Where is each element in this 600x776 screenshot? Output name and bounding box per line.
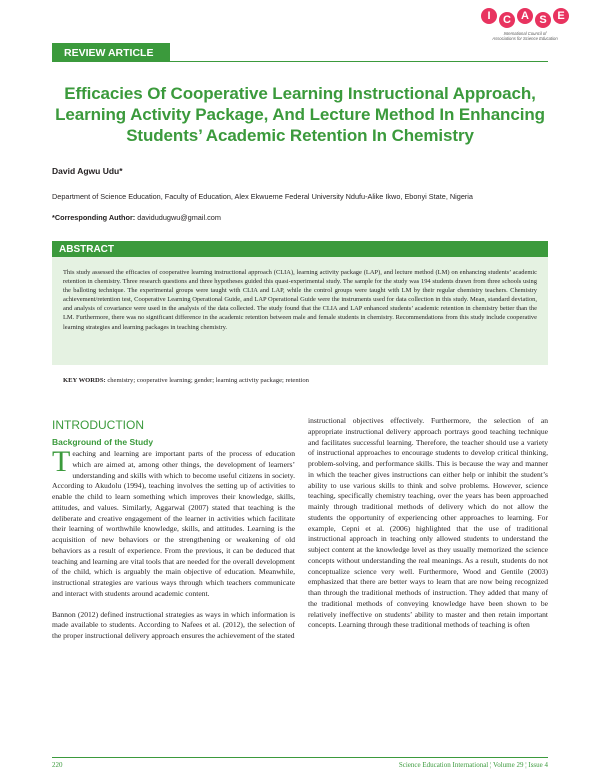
logo-letter: A — [517, 8, 533, 24]
keywords — [63, 377, 537, 384]
logo-letter: I — [481, 8, 497, 24]
icase-logo — [480, 8, 570, 50]
body-left-column — [52, 445, 295, 652]
body-right-column — [308, 416, 548, 631]
journal-citation — [399, 761, 548, 769]
journal-name: Science Education International — [398, 761, 489, 769]
abstract-heading: ABSTRACT — [52, 241, 548, 257]
dropcap-letter: T — [52, 445, 71, 478]
article-title: Efficacies Of Cooperative Learning Instructional Approach, Learning Activity Package, And Lecture Method In Enhancing Students’ Academic Retention In Chemistry — [55, 84, 545, 145]
author-name: David Agwu Udu* — [52, 166, 123, 176]
body-paragraph — [52, 445, 295, 600]
corresponding-label: *Corresponding Author: — [52, 213, 136, 222]
logo-letters — [480, 8, 570, 28]
abstract-text: This study assessed the efficacies of cooperative learning instructional approach (CLIA), learning activity package (LAP), and lecture method (LM) on enhancing students’ academic retention in chemistry. Three research questions and three hypotheses guided this quasi-experimental study. The sample for the study was 194 students drawn from three schools using the balloting technique. The experimental groups were taught with CLIA and LAP, while the control groups were taught with LM by their regular chemistry teachers. Chemistry achievement/retention test, Cooperative Learning Operational Guide, and LAP Operational Guide were the instruments used for data collection in this study. Mean, standard deviation, and analysis of covariance were used in the analysis of the data collected. The study found that the CLIA and LAP enhanced students’ academic retention in chemistry better than the LM. Furthermore, there was no significant difference in the academic retention between male and female students in chemistry. Recommendations from this study include cooperative learning strategies and learning packages in teaching chemistry. — [63, 269, 537, 331]
journal-issue: Issue 4 — [528, 761, 548, 769]
header-rule — [170, 61, 548, 62]
review-article-banner: REVIEW ARTICLE — [52, 43, 170, 62]
subsection-heading-background: Background of the Study — [52, 437, 154, 447]
keywords-label: KEY WORDS: — [63, 377, 106, 384]
author-affiliation: Department of Science Education, Faculty of Education, Alex Ekwueme Federal University Ndufu-Alike Ikwo, Ebonyi State, Nigeria — [52, 192, 473, 201]
logo-tagline-line1: International Council of — [503, 31, 547, 36]
keywords-list: chemistry; cooperative learning; gender; learning activity package; retention — [105, 377, 309, 384]
logo-letter: C — [499, 12, 515, 28]
corresponding-author — [52, 213, 221, 222]
footer-separator: ¦ — [525, 761, 527, 769]
section-heading-introduction: INTRODUCTION — [52, 418, 144, 432]
logo-tagline-line2: Associations for Science Education — [492, 36, 558, 41]
footer-rule — [52, 757, 548, 758]
corresponding-email[interactable]: davidudugwu@gmail.com — [135, 213, 221, 222]
logo-letter: S — [535, 12, 551, 28]
paragraph-text: eaching and learning are important parts of the process of education which are aimed at, among other things, the development of learners’ understanding and skills with which to become useful citizens in society. According to Akudolu (1994), teaching involves the setting up of activities to enable the child to learn something which improves their knowledge, skills, attitudes, and values. Similarly, Aggarwal (2007) stated that teaching is the deliberate and creative engagement of the learner in activities which facilitate their learning of worthwhile knowledge, skills, and attitudes. Learning is the acquisition of new behaviors or the strengthening or weakening of old behaviors as a result of experience. From the previous, it can be deduced that teaching and learning are vital tools that are needed for the overall development of the child, which is arguably the main objective of education. Meanwhile, instructional strategies are various ways through which teachers communicate and interact with students around academic content. — [52, 449, 295, 598]
body-paragraph: Bannon (2012) defined instructional strategies as ways in which information is made available to students. According to Nafees et al. (2012), the selection of the proper instructional delivery approach ensures the achievement of the stated — [52, 609, 295, 640]
body-paragraph: instructional objectives effectively. Furthermore, the selection of an appropriate instructional delivery approach portrays good teaching technique and facilitates successful learning. Therefore, the teacher should use a variety of instructional approaches to encourage students to develop critical thinking, problem-solving, and performance skills. This is because the way and manner in which the teacher gives instructions can either help or inhibit the student’s ability to use various skills to think and solve problems. However, science teaching, specifically chemistry teaching, over the years has been approached mainly through traditional methods of delivery which do not allow the students the opportunity of experiencing other approaches to learning. For example, Cepni et al. (2006) highlighted that the use of traditional instructional approach in teaching only allowed students to understand the subject content at the knowledge level as they usually memorized the science concepts without understanding the real meanings. As a result, students do not conceptualize science very well. Furthermore, Wood and Gentile (2003) emphasized that there are better ways to learn that are now being recognized than through the traditional methods of instruction. They added that many of the traditional methods of conveying knowledge have been shown to be relatively ineffective on students’ ability to master and then retain important concepts. Learning through these traditional methods of teaching is often — [308, 416, 548, 630]
journal-volume: Volume 29 — [493, 761, 524, 769]
logo-tagline — [480, 31, 570, 41]
logo-letter: E — [553, 8, 569, 24]
footer-separator: ¦ — [490, 761, 492, 769]
page-number: 220 — [52, 761, 63, 769]
